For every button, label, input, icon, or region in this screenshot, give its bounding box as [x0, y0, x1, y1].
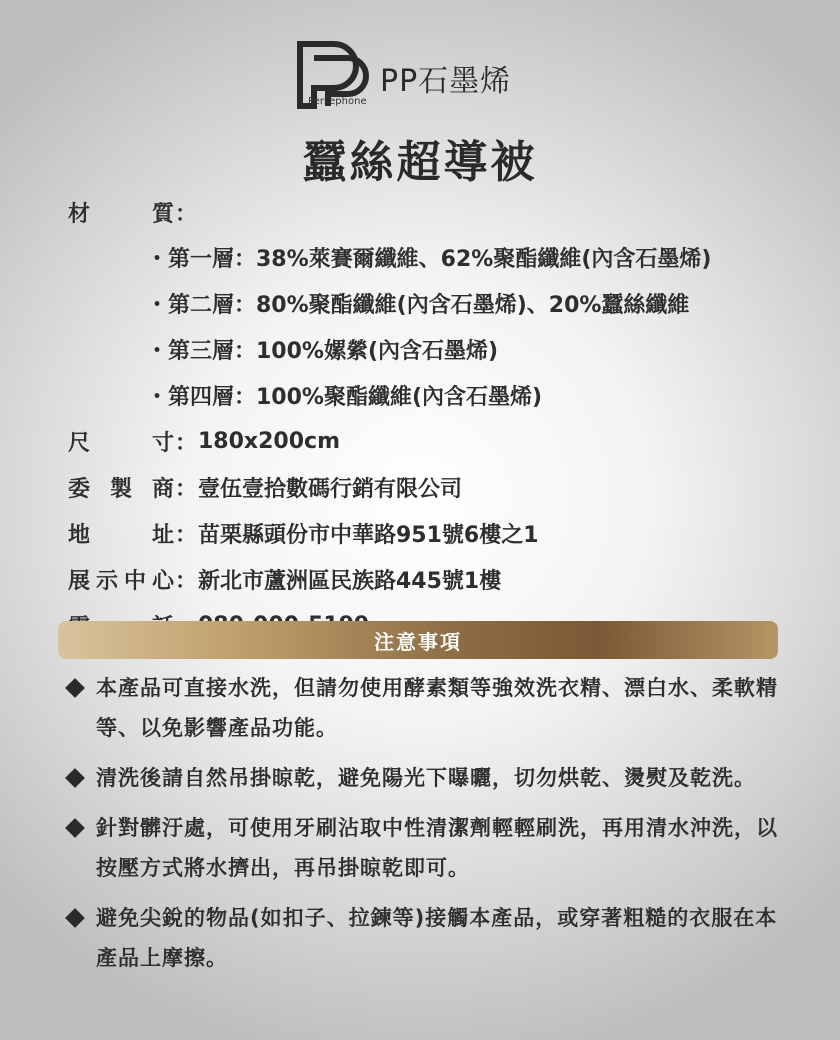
spec-showroom: 展 示 中 心 ： 新北市蘆洲區民族路445號1樓: [68, 556, 828, 602]
spec-value: 苗栗縣頭份市中華路951號6樓之1: [198, 522, 539, 548]
spec-value: 壹伍壹拾數碼行銷有限公司: [198, 476, 463, 502]
spec-material: 材 質 ：: [68, 190, 828, 234]
spec-layer: ・第二層：80%聚酯纖維(內含石墨烯)、20%蠶絲纖維: [146, 292, 690, 318]
spec-layer: ・第一層：38%萊賽爾纖維、62%聚酯纖維(內含石墨烯): [146, 246, 712, 272]
diamond-bullet-icon: [65, 768, 85, 788]
notice-item: 本產品可直接水洗，但請勿使用酵素類等強效洗衣精、漂白水、柔軟精等、以免影響產品功能。: [62, 668, 792, 748]
spec-layer: ・第三層：100%嫘縈(內含石墨烯): [146, 338, 499, 364]
brand-name: PP石墨烯: [380, 64, 512, 99]
spec-list: [68, 190, 828, 648]
spec-label: 材 質: [68, 201, 174, 227]
spec-label: 展 示 中 心: [68, 568, 174, 594]
spec-label: 尺 寸: [68, 430, 174, 456]
notice-list: [62, 668, 792, 988]
spec-size: 尺 寸 ： 180x200cm: [68, 418, 828, 464]
notice-header: [58, 621, 778, 659]
spec-label: 委 製 商: [68, 476, 174, 502]
brand-subtitle: Persephone: [308, 96, 367, 107]
diamond-bullet-icon: [65, 818, 85, 838]
notice-item: 避免尖銳的物品(如扣子、拉鍊等)接觸本產品，或穿著粗糙的衣服在本產品上摩擦。: [62, 898, 792, 978]
diamond-bullet-icon: [65, 678, 85, 698]
spec-layer: ・第四層：100%聚酯纖維(內含石墨烯): [146, 384, 543, 410]
notice-item: 清洗後請自然吊掛晾乾，避免陽光下曝曬，切勿烘乾、燙熨及乾洗。: [62, 758, 792, 798]
spec-address: 地 址 ： 苗栗縣頭份市中華路951號6樓之1: [68, 510, 828, 556]
spec-value: 180x200cm: [198, 428, 341, 454]
spec-maker: 委 製 商 ： 壹伍壹拾數碼行銷有限公司: [68, 464, 828, 510]
brand-logo: [296, 40, 556, 110]
notice-title: 注意事項: [374, 629, 462, 654]
spec-label: 地 址: [68, 522, 174, 548]
notice-item: 針對髒汙處，可使用牙刷沾取中性清潔劑輕輕刷洗，再用清水沖洗，以按壓方式將水擠出，再吊掛晾乾即可。: [62, 808, 792, 888]
spec-value: 新北市蘆洲區民族路445號1樓: [198, 568, 502, 594]
diamond-bullet-icon: [65, 908, 85, 928]
product-title: 蠶絲超導被: [302, 137, 538, 188]
